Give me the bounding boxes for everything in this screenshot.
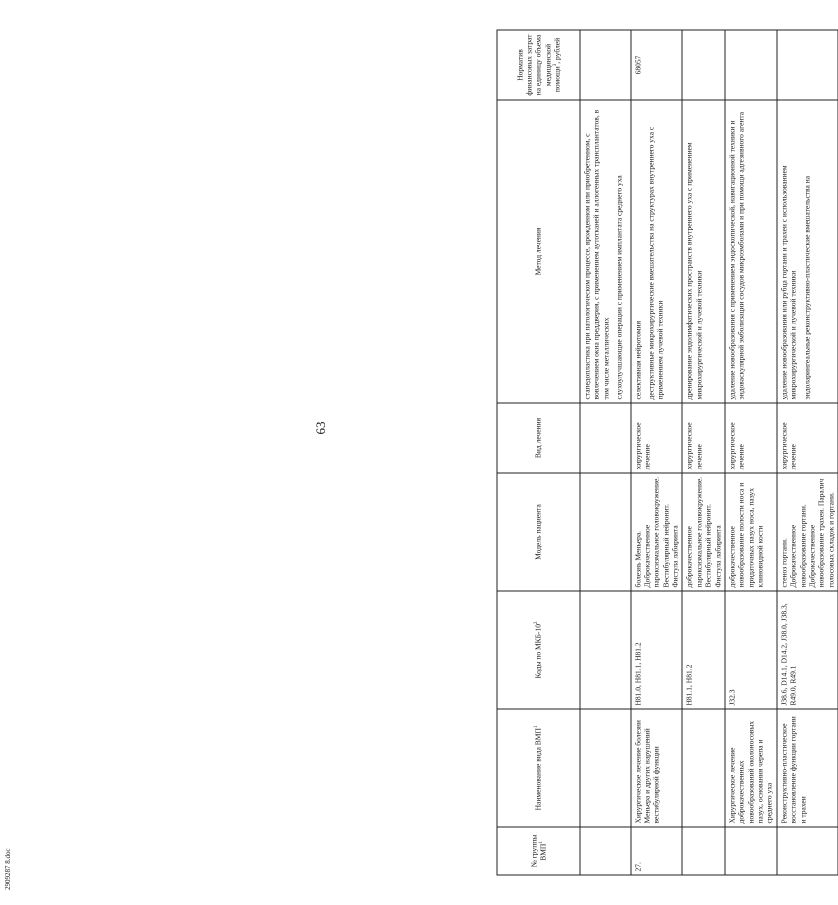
row-cost-norm: 68057 — [630, 30, 682, 100]
row-icd-codes: H81.0, H81.1, H81.2 — [630, 591, 682, 709]
row-number — [776, 827, 837, 875]
row-cost-norm — [724, 30, 776, 100]
row-treatment-type — [580, 403, 631, 473]
row-treatment-type: хирургическое лечение — [776, 403, 837, 473]
table-row — [776, 30, 837, 875]
row-treatment-methods — [724, 100, 776, 403]
method-item: дренирование эндолимфатических пространств внутреннего уха с применением микрохирургической и лучевой техники — [684, 141, 703, 399]
method-item: стапедопластика при патологическом процессе, врожденном или приобретенном, с вовлечением окна преддверия, с применением аутотканей и аллогенных трансплантатов, в том числе металлических — [582, 109, 610, 399]
method-item: селективная нейротомия — [632, 320, 642, 399]
row-treatment-methods — [630, 100, 682, 403]
method-item: удаление новообразования или рубца гортани и трахеи с использованием микрохирургической и лучевой техники — [778, 164, 798, 399]
row-number — [580, 827, 631, 875]
row-treatment-type: хирургическое лечение — [682, 403, 725, 473]
table-row — [682, 30, 725, 875]
header-treatment-method: Метод лечения — [497, 100, 580, 403]
row-patient-model: болезнь Меньера. Доброкачественное пароксизмальное головокружение. Вестибулярный нейронит. Фистула лабиринта — [630, 473, 682, 591]
row-patient-model — [580, 473, 631, 591]
rotated-table-container — [496, 30, 835, 875]
page-number: 63 — [313, 421, 328, 435]
row-vmp-name: Реконструктивно-пластическое восстановление функции гортани и трахеи — [776, 709, 837, 827]
row-vmp-name: Хирургическое лечение доброкачественных новообразований околоносовых пазух, основания черепа и среднего уха — [724, 709, 776, 827]
row-treatment-methods — [580, 100, 631, 403]
row-treatment-methods — [682, 100, 725, 403]
row-vmp-name: Хирургическое лечение болезни Меньера и других нарушений вестибулярной функции — [630, 709, 682, 827]
row-treatment-methods — [776, 100, 837, 403]
method-item: слухоулучшающие операции с применением имплантата среднего уха — [614, 174, 624, 399]
header-cost-norm: Норматив финансовых затрат на единицу объема медицинской помощи$^3$, рублей — [497, 30, 580, 100]
table-row — [724, 30, 776, 875]
row-cost-norm — [580, 30, 631, 100]
method-item: удаление новообразования с применением эндоскопической, навигационной техники и эндоваскулярной эмболизации сосудов микроэмболами и при помощи адгезивного агента — [726, 111, 746, 399]
header-group-number: № группы ВМП$^1$ — [497, 827, 580, 875]
row-patient-model: стеноз гортани. Доброкачественное новообразование гортани. Доброкачественное новообразование трахеи. Паралич голосовых складок и гортани. — [776, 473, 837, 591]
row-patient-model: доброкачественное новообразование полости носа и придаточных пазух носа, пазух клиновидной кости — [724, 473, 776, 591]
table-header-row — [497, 30, 580, 875]
footer-filename: 2909287 8.doc — [4, 848, 12, 890]
row-number: 27. — [630, 827, 682, 875]
row-cost-norm — [776, 30, 837, 100]
row-number — [724, 827, 776, 875]
row-icd-codes: J32.3 — [724, 591, 776, 709]
table-row — [580, 30, 631, 875]
row-vmp-name — [580, 709, 631, 827]
row-treatment-type: хирургическое лечение — [630, 403, 682, 473]
header-treatment-type: Вид лечения — [497, 403, 580, 473]
table-row — [630, 30, 682, 875]
method-item: деструктивные микрохирургические вмешательства на структурах внутреннего уха с применением лучевой техники — [645, 126, 665, 399]
row-icd-codes — [580, 591, 631, 709]
row-vmp-name — [682, 709, 725, 827]
row-cost-norm — [682, 30, 725, 100]
row-treatment-type: хирургическое лечение — [724, 403, 776, 473]
method-item: эндоларингеальные реконструктивно-пластические вмешательства на — [801, 175, 811, 399]
treatment-table — [496, 29, 838, 875]
row-number — [682, 827, 725, 875]
header-icd-codes: Коды по МКБ-$10^2$ — [497, 591, 580, 709]
header-patient-model: Модель пациента — [497, 473, 580, 591]
row-icd-codes: J38.6, D14.1, D14.2, J38.0, J38.3, R49.0, R49.1 — [776, 591, 837, 709]
row-patient-model: доброкачественное пароксизмальное головокружение. Вестибулярный нейронит. Фистула лабиринта — [682, 473, 725, 591]
row-icd-codes: H81.1, H81.2 — [682, 591, 725, 709]
header-vmp-name: Наименование вида ВМП$^1$ — [497, 709, 580, 827]
